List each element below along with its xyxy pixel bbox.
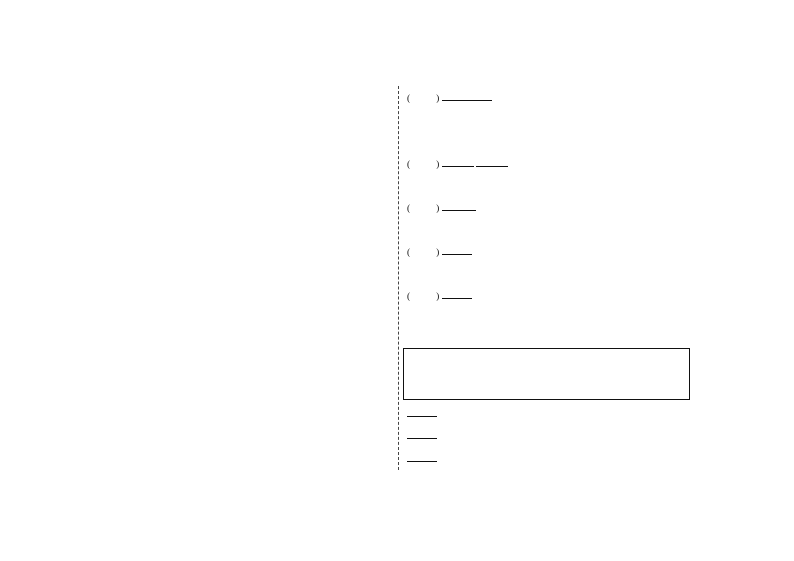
question-row: ( ): [407, 201, 476, 215]
answer-blank[interactable]: [442, 201, 476, 211]
question-row: [68, 113, 108, 125]
right-column: [400, 0, 794, 561]
question-row: ( ): [407, 91, 492, 105]
answer-blank[interactable]: [442, 91, 492, 101]
answer-blank[interactable]: [407, 452, 437, 462]
answer-blank[interactable]: [442, 157, 474, 167]
fill-row: [407, 452, 437, 466]
options-row: [426, 113, 440, 125]
question-row: ( ): [407, 157, 508, 171]
question-row: ( ): [407, 289, 472, 303]
fill-row: [407, 429, 437, 443]
answer-blank[interactable]: [407, 429, 437, 439]
answer-blank[interactable]: [442, 245, 472, 255]
answer-blank[interactable]: [476, 157, 508, 167]
answer-blank[interactable]: [407, 407, 437, 417]
question-row: [68, 91, 108, 103]
fill-row: [407, 407, 437, 421]
answer-blank[interactable]: [442, 289, 472, 299]
question-row: ( ): [407, 245, 472, 259]
word-bank-box: [403, 348, 690, 400]
column-divider: [398, 86, 399, 470]
